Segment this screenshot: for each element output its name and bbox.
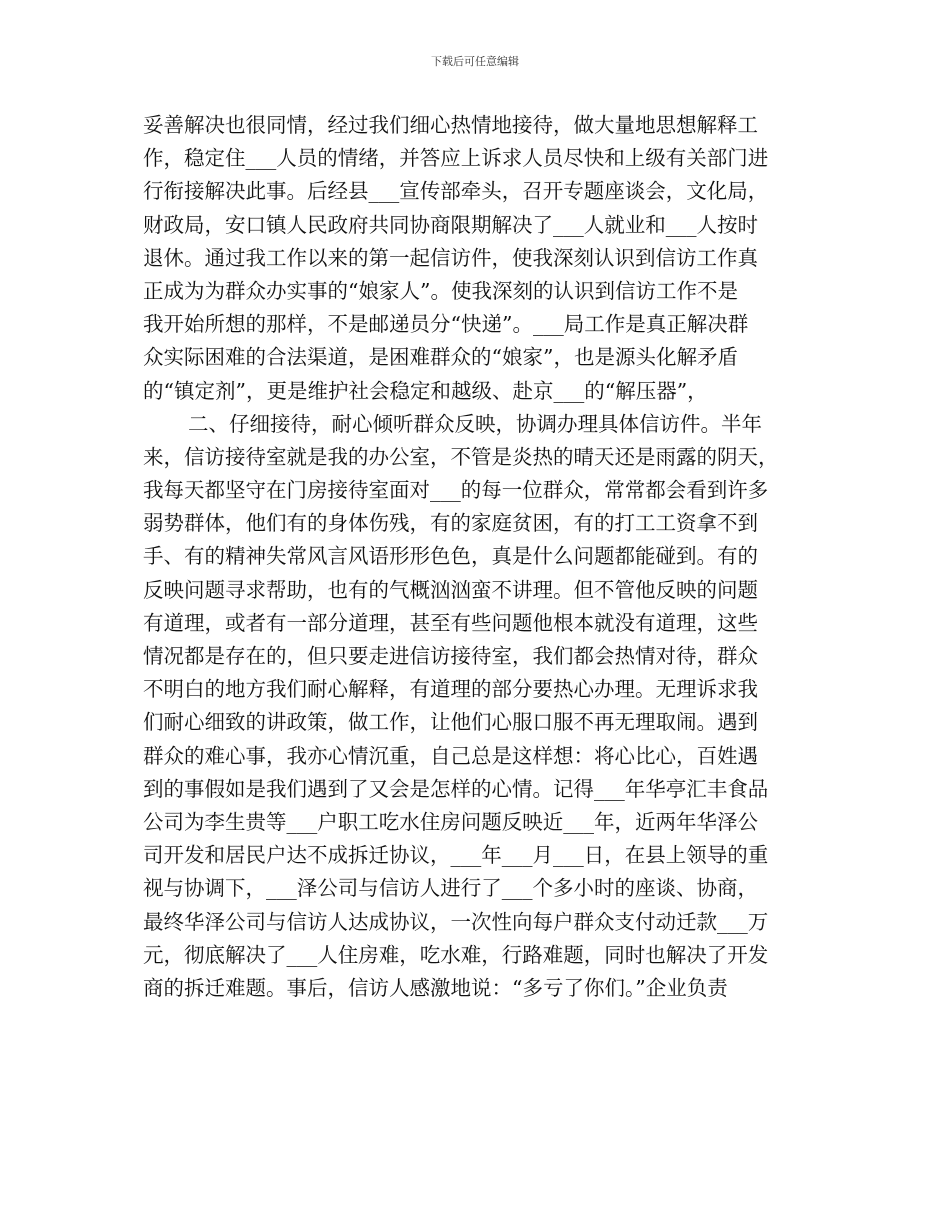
text-line: 众实际困难的合法渠道，是困难群众的“娘家”，也是源头化解矛盾 [143,345,738,370]
text-line: 商的拆迁难题。事后，信访人感激地说：“多亏了你们。”企业负责 [143,975,728,1000]
text-line: 有道理，或者有一部分道理，甚至有些问题他根本就没有道理，这些 [143,610,758,635]
text-line: 妥善解决也很同情，经过我们细心热情地接待，做大量地思想解释工 [143,113,758,137]
text-line: 财政局，安口镇人民政府共同协商限期解决了___人就业和___人按时 [143,212,758,237]
text-line: 元，彻底解决了___人住房难，吃水难，行路难题，同时也解决了开发 [143,942,769,967]
section-heading-line: 二、仔细接待，耐心倾听群众反映，协调办理具体信访件。半年 [188,411,762,436]
page-header-note: 下载后可任意编辑 [431,55,519,68]
text-line: 的“镇定剂”，更是维护社会稳定和越级、赴京___的“解压器”， [143,378,708,403]
text-line: 到的事假如是我们遇到了又会是怎样的心情。记得___年华亭汇丰食品 [143,776,769,801]
document-body [143,109,813,1005]
text-line: 手、有的精神失常风言风语形形色色，真是什么问题都能碰到。有的 [143,544,758,569]
text-line: 我每天都坚守在门房接待室面对___的每一位群众，常常都会看到许多 [143,478,769,503]
text-line: 最终华泽公司与信访人达成协议，一次性向每户群众支付动迁款___万 [143,909,769,934]
text-line: 弱势群体，他们有的身体伤残，有的家庭贫困，有的打工工资拿不到 [143,511,758,536]
text-line: 反映问题寻求帮助，也有的气概汹汹蛮不讲理。但不管他反映的问题 [143,577,758,602]
text-line: 群众的难心事，我亦心情沉重，自己总是这样想：将心比心，百姓遇 [143,743,758,768]
text-line: 公司为李生贵等___户职工吃水住房问题反映近___年，近两年华泽公 [143,809,758,834]
text-line: 不明白的地方我们耐心解释，有道理的部分要热心办理。无理诉求我 [143,677,758,702]
text-line: 退休。通过我工作以来的第一起信访件，使我深刻认识到信访工作真 [143,245,758,270]
text-line: 视与协调下，___泽公司与信访人进行了___个多小时的座谈、协商， [143,876,758,901]
text-line: 来，信访接待室就是我的办公室，不管是炎热的晴天还是雨露的阴天， [143,444,779,469]
text-line: 司开发和居民户达不成拆迁协议，___年___月___日，在县上领导的重 [143,843,769,868]
text-line: 我开始所想的那样，不是邮递员分“快递”。___局工作是真正解决群 [143,312,749,337]
text-line: 正成为为群众办实事的“娘家人”。使我深刻的认识到信访工作不是 [143,278,738,303]
text-line: 们耐心细致的讲政策，做工作，让他们心服口服不再无理取闹。遇到 [143,710,758,735]
text-line: 作，稳定住___人员的情绪，并答应上诉求人员尽快和上级有关部门进 [143,146,769,171]
text-line: 情况都是存在的，但只要走进信访接待室，我们都会热情对待，群众 [143,644,758,668]
text-line: 行衔接解决此事。后经县___宣传部牵头，召开专题座谈会，文化局， [143,179,769,204]
